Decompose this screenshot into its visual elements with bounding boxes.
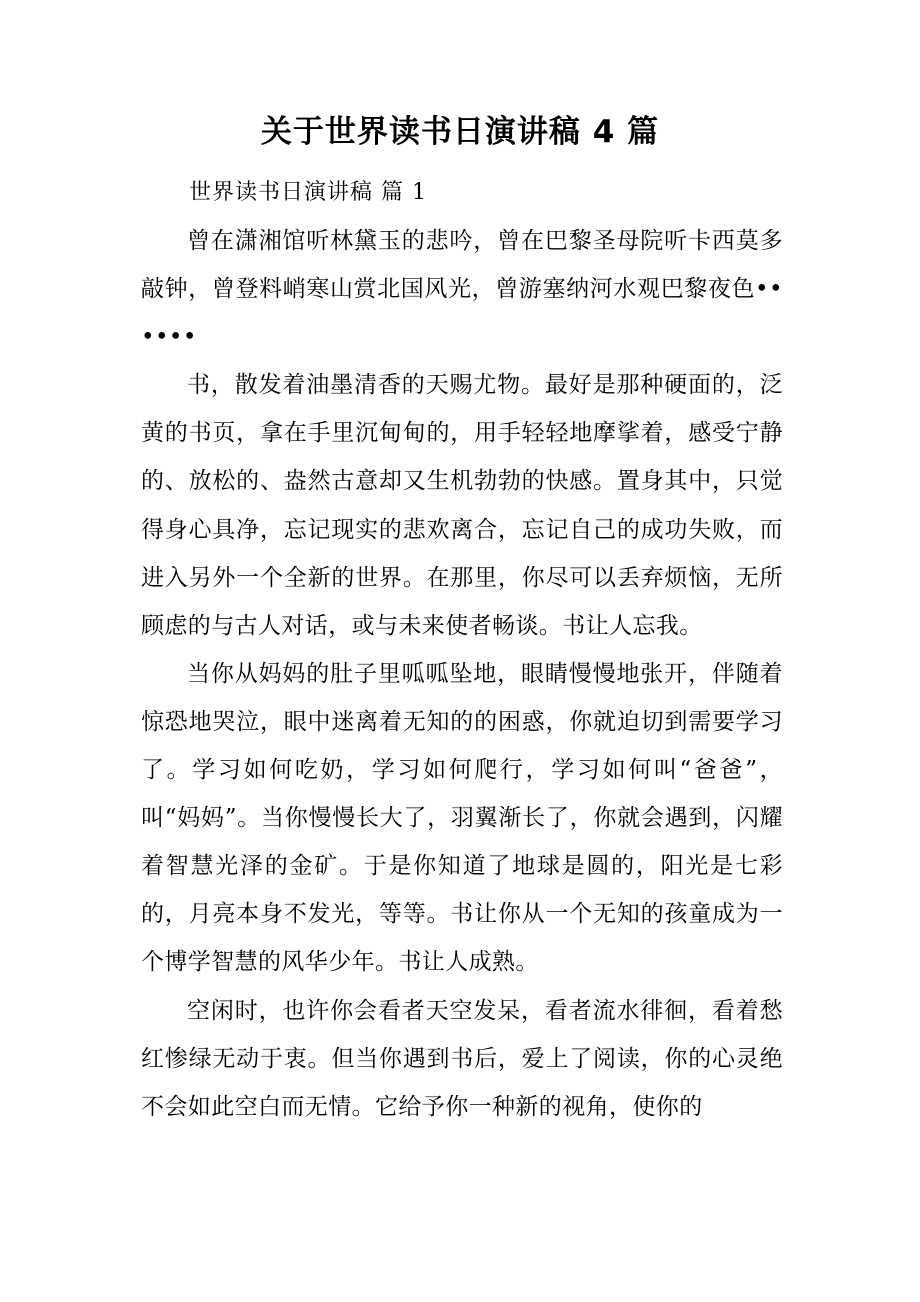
section-heading: 世界读书日演讲稿 篇 1 (189, 180, 427, 205)
paragraph-2: 书，散发着油墨清香的天赐尤物。最好是那种硬面的，泛黄的书页，拿在手里沉甸甸的，用手轻轻地摩挲着，感受宁静的、放松的、盎然古意却又生机勃勃的快感。置身其中，只觉得身心具净，忘记现实的悲欢离合，忘记自己的成功失败，而进入另外一个全新的世界。在那里，你尽可以丢弃烦恼，无所顾虑的与古人对话，或与未来使者畅谈。书让人忘我。 (141, 372, 783, 639)
document-body (141, 217, 783, 1131)
paragraph-4: 空闲时，也许你会看者天空发呆，看者流水徘徊，看着愁红惨绿无动于衷。但当你遇到书后，爱上了阅读，你的心灵绝不会如此空白而无情。它给予你一种新的视角，使你的 (141, 997, 783, 1120)
document-title: 关于世界读书日演讲稿 4 篇 (260, 114, 660, 150)
paragraph-3: 当你从妈妈的肚子里呱呱坠地，眼睛慢慢地张开，伴随着惊恐地哭泣，眼中迷离着无知的的困惑，你就迫切到需要学习了。学习如何吃奶，学习如何爬行，学习如何叫“爸爸”，叫“妈妈”。当你慢慢长大了，羽翼渐长了，你就会遇到，闪耀着智慧光泽的金矿。于是你知道了地球是圆的，阳光是七彩的，月亮本身不发光，等等。书让你从一个无知的孩童成为一个博学智慧的风华少年。书让人成熟。 (141, 660, 783, 976)
paragraph-1: 曾在潇湘馆听林黛玉的悲吟，曾在巴黎圣母院听卡西莫多敲钟，曾登料峭寒山赏北国风光，曾游塞纳河水观巴黎夜色•••••• (141, 228, 783, 351)
